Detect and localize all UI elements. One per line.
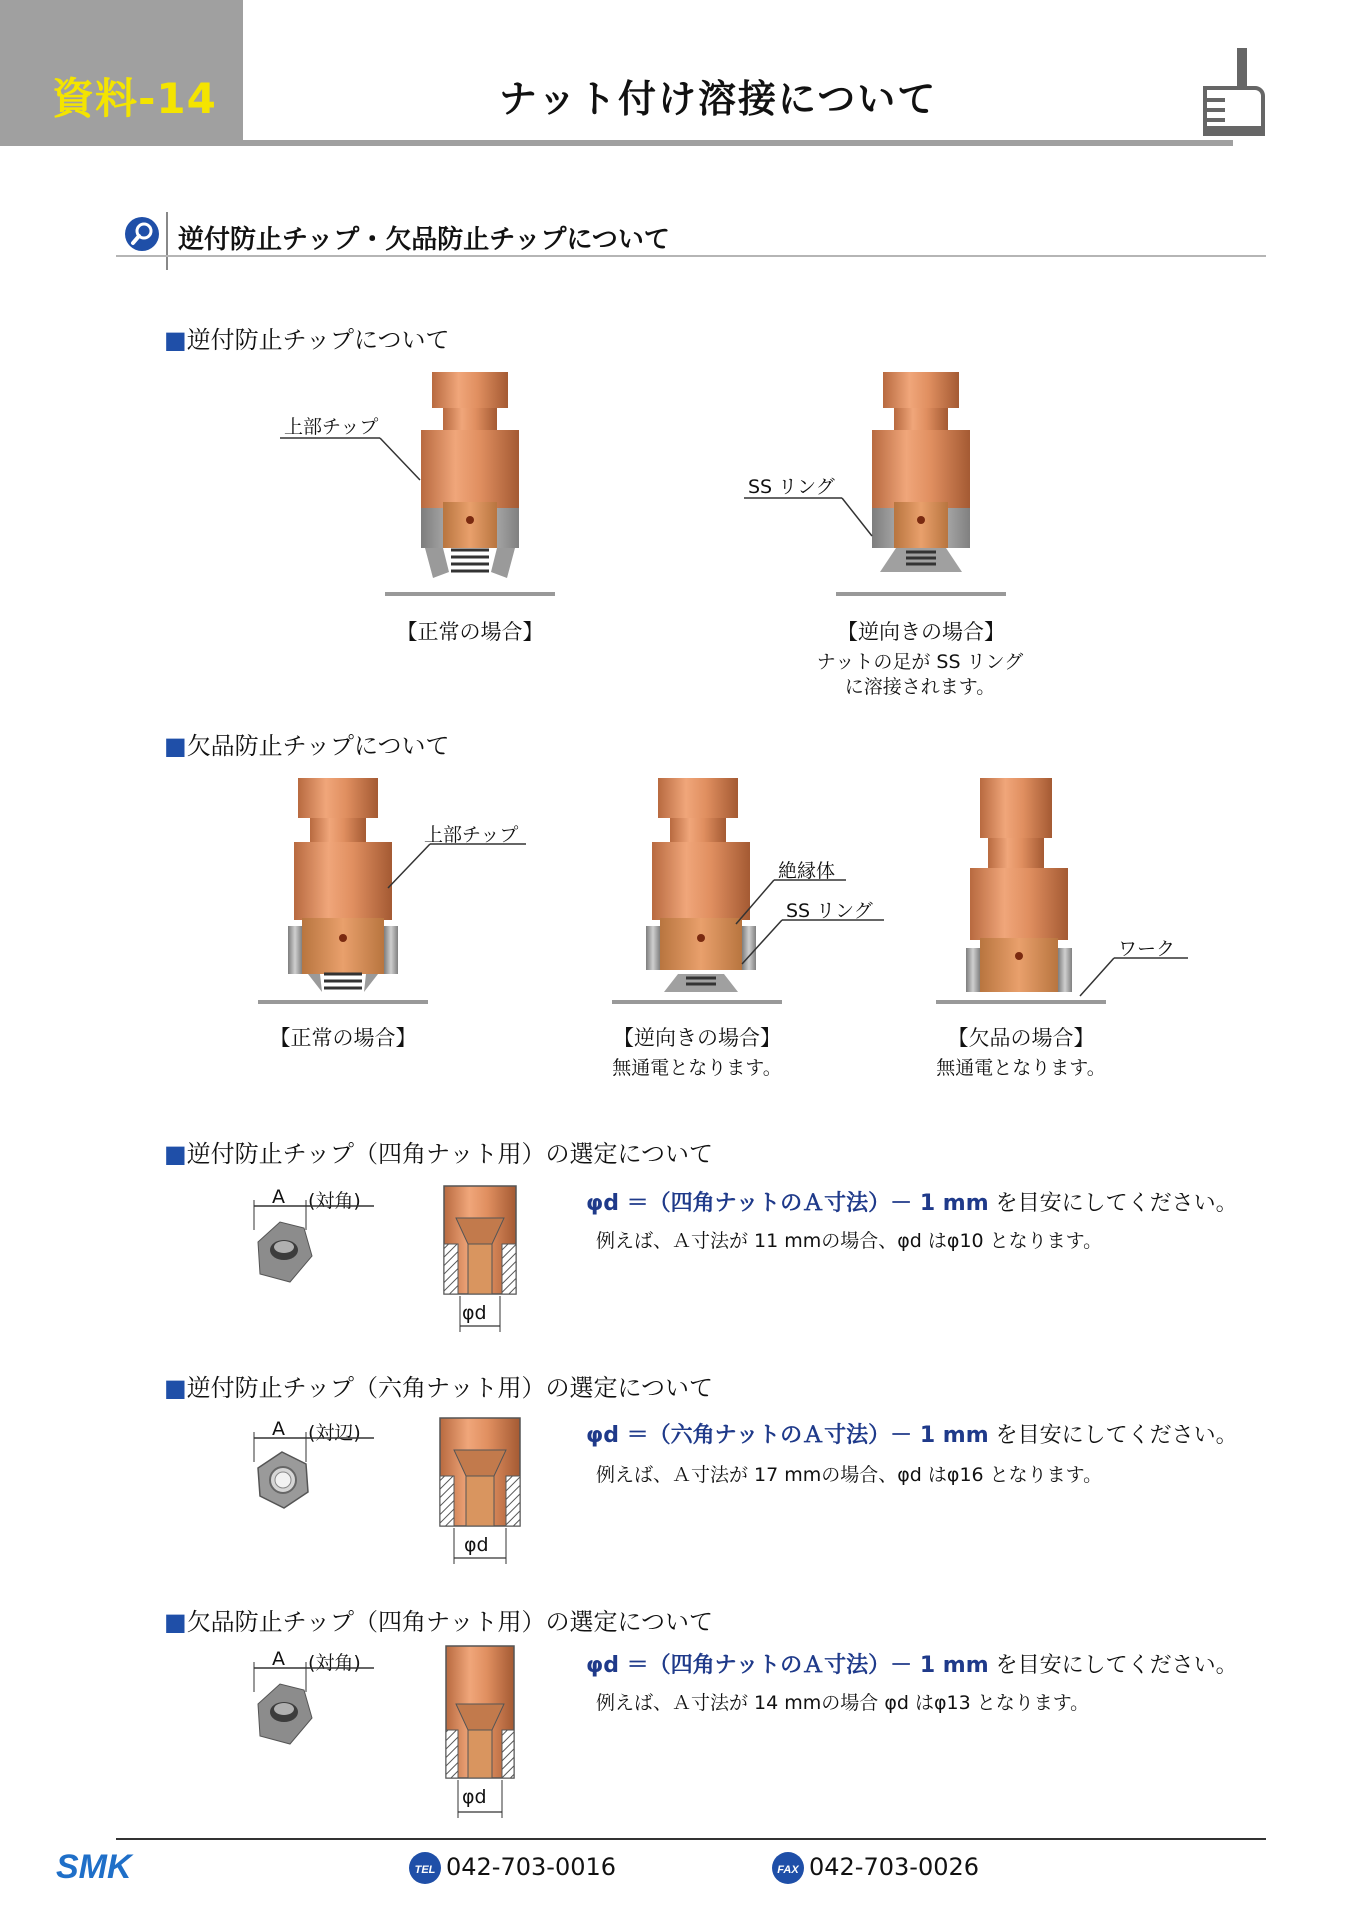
- magnifier-icon: [124, 216, 160, 252]
- phi-d-label-3: φd: [462, 1786, 487, 1808]
- hex-nut-figure: [246, 1432, 376, 1532]
- example-1: 例えば、Ａ寸法が 11 mmの場合、φd はφ10 となります。: [596, 1230, 1103, 1252]
- reverse-tip-reverse-figure: [836, 372, 1006, 604]
- note-missing-case: 無通電となります。: [936, 1057, 1106, 1079]
- missing-tip-heading: ■欠品防止チップについて: [164, 732, 450, 760]
- caption-normal-case-2: 【正常の場合】: [269, 1026, 417, 1050]
- section-divider-bar: [166, 212, 168, 270]
- caption-reverse-case-2: 【逆向きの場合】: [613, 1026, 781, 1050]
- leader-line-work: [1072, 956, 1192, 1000]
- doc-badge: 資料-14: [52, 74, 217, 123]
- leader-line-upper-tip-2: [380, 842, 530, 892]
- reverse-tip-normal-figure: [385, 372, 555, 604]
- formula-3: φd ＝（四角ナットのＡ寸法）－ 1 mm を目安にしてください。: [586, 1653, 1238, 1678]
- caption-missing-case: 【欠品の場合】: [947, 1026, 1095, 1050]
- tel-number[interactable]: 042-703-0016: [446, 1853, 617, 1881]
- pointing-hand-icon: [1195, 48, 1275, 138]
- dim-a-label-3: A: [272, 1648, 285, 1670]
- tel-icon: [408, 1851, 442, 1885]
- svg-text:TEL: TEL: [414, 1864, 436, 1876]
- svg-text:FAX: FAX: [777, 1864, 799, 1876]
- dim-a-note-3: (対角): [308, 1652, 361, 1674]
- selection-heading-3: ■欠品防止チップ（四角ナット用）の選定について: [164, 1608, 714, 1636]
- reverse-tip-heading: ■逆付防止チップについて: [164, 326, 450, 354]
- fax-icon: [771, 1851, 805, 1885]
- caption-normal-case: 【正常の場合】: [396, 620, 544, 644]
- dim-a-label-2: A: [272, 1418, 285, 1440]
- dim-a-note-2: (対辺): [308, 1422, 361, 1444]
- formula-1: φd ＝（四角ナットのＡ寸法）－ 1 mm を目安にしてください。: [586, 1191, 1238, 1216]
- example-2: 例えば、Ａ寸法が 17 mmの場合、φd はφ16 となります。: [596, 1464, 1103, 1486]
- square-nut-figure-2: [246, 1662, 376, 1762]
- leader-line-ss-ring: [744, 496, 884, 540]
- square-nut-figure-1: [246, 1200, 376, 1300]
- phi-d-label-2: φd: [464, 1534, 489, 1556]
- svg-text:SMK: SMK: [56, 1848, 132, 1884]
- page-title: ナット付け溶接について: [498, 77, 938, 121]
- dim-a-label-1: A: [272, 1186, 285, 1208]
- formula-2: φd ＝（六角ナットのＡ寸法）－ 1 mm を目安にしてください。: [586, 1423, 1238, 1448]
- label-insulator: 絶縁体: [778, 860, 836, 882]
- leader-line-ss-ring-2: [738, 918, 888, 968]
- note-reverse-case: ナットの足が SS リング に溶接されます。: [816, 651, 1024, 698]
- leader-line-upper-tip: [280, 436, 430, 486]
- selection-heading-2: ■逆付防止チップ（六角ナット用）の選定について: [164, 1374, 714, 1402]
- section-rule: [116, 255, 1266, 257]
- note-reverse-case-2: 無通電となります。: [612, 1057, 782, 1079]
- header-rule: [243, 140, 1233, 146]
- company-logo: [56, 1848, 162, 1884]
- label-upper-tip-2: 上部チップ: [424, 824, 519, 846]
- dim-a-note-1: (対角): [308, 1190, 361, 1212]
- phi-d-label-1: φd: [462, 1302, 487, 1324]
- label-ss-ring-2: SS リング: [786, 900, 873, 922]
- example-3: 例えば、Ａ寸法が 14 mmの場合 φd はφ13 となります。: [596, 1692, 1090, 1714]
- footer-rule: [116, 1838, 1266, 1840]
- caption-reverse-case: 【逆向きの場合】: [837, 620, 1005, 644]
- fax-number[interactable]: 042-703-0026: [809, 1853, 980, 1881]
- section-title: 逆付防止チップ・欠品防止チップについて: [178, 225, 670, 255]
- label-work: ワーク: [1118, 938, 1176, 960]
- selection-heading-1: ■逆付防止チップ（四角ナット用）の選定について: [164, 1140, 714, 1168]
- label-ss-ring: SS リング: [748, 476, 835, 498]
- label-upper-tip: 上部チップ: [284, 416, 379, 438]
- missing-tip-normal-figure: [258, 778, 428, 1010]
